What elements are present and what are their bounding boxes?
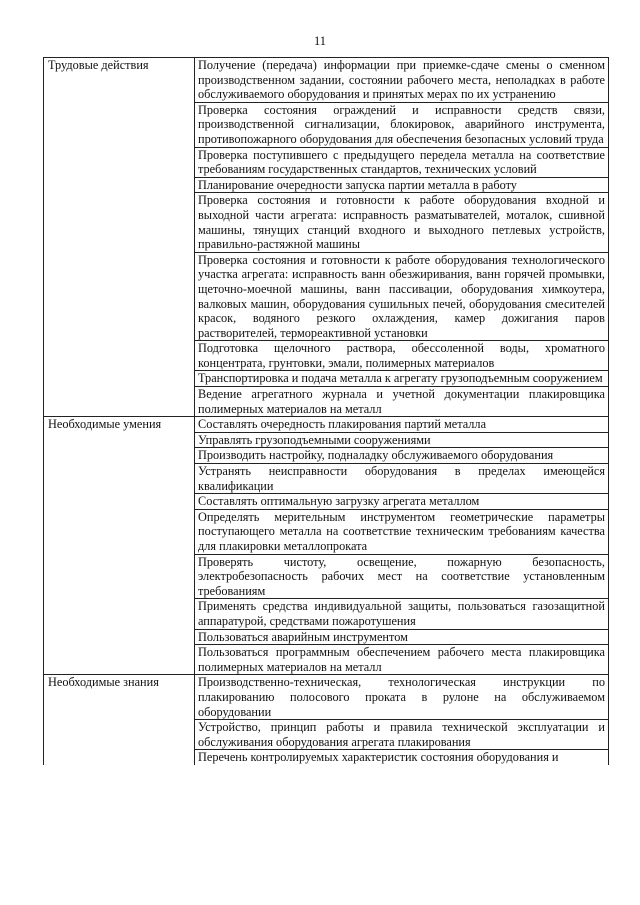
section-item: Проверять чистоту, освещение, пожарную безопасность, электробезопасность рабочих мест на соответствие установленным требованиям	[195, 554, 609, 599]
section-item: Составлять очередность плакирования партий металла	[195, 417, 609, 433]
table-row	[44, 448, 609, 464]
section-item: Пользоваться аварийным инструментом	[195, 629, 609, 645]
section-item: Перечень контролируемых характеристик состояния оборудования и	[195, 750, 609, 765]
table-row	[44, 387, 609, 417]
section-label-cell	[44, 432, 195, 448]
section-item: Определять мерительным инструментом геометрические параметры поступающего металла на соответствие техническим требованиям качества для плакировки металлопроката	[195, 509, 609, 554]
section-label-cell	[44, 102, 195, 147]
table-row	[44, 629, 609, 645]
requirements-table-body	[44, 58, 609, 765]
table-row	[44, 645, 609, 675]
section-label-cell	[44, 371, 195, 387]
section-item: Проверка состояния ограждений и исправности средств связи, производственной сигнализации, блокировок, аварийного инструмента, противопожарного оборудования для обеспечения безопасных условий труда	[195, 102, 609, 147]
section-label: Необходимые знания	[44, 675, 195, 720]
table-row	[44, 750, 609, 765]
section-item: Получение (передача) информации при приемке-сдаче смены о сменном производственном задании, состоянии рабочего места, неполадках в работе обслуживаемого оборудования и принятых мерах по их устранению	[195, 58, 609, 103]
table-row	[44, 432, 609, 448]
table-row	[44, 193, 609, 252]
section-item: Составлять оптимальную загрузку агрегата металлом	[195, 494, 609, 510]
section-label-cell	[44, 341, 195, 371]
section-label: Необходимые умения	[44, 417, 195, 433]
section-label-cell	[44, 177, 195, 193]
section-label-cell	[44, 599, 195, 629]
section-item: Планирование очередности запуска партии металла в работу	[195, 177, 609, 193]
section-label-cell	[44, 252, 195, 341]
section-item: Пользоваться программным обеспечением рабочего места плакировщика полимерных материалов на металл	[195, 645, 609, 675]
table-row	[44, 58, 609, 103]
table-row	[44, 417, 609, 433]
page-number: 11	[313, 34, 327, 48]
table-row	[44, 509, 609, 554]
section-item: Подготовка щелочного раствора, обессоленной воды, хроматного концентрата, грунтовки, эмали, полимерных материалов	[195, 341, 609, 371]
table-row	[44, 177, 609, 193]
section-label-cell	[44, 147, 195, 177]
section-item: Применять средства индивидуальной защиты, пользоваться газозащитной аппаратурой, средствами пожаротушения	[195, 599, 609, 629]
section-label-cell	[44, 464, 195, 494]
table-row	[44, 494, 609, 510]
section-label-cell	[44, 750, 195, 765]
section-item: Транспортировка и подача металла к агрегату грузоподъемным сооружением	[195, 371, 609, 387]
section-label-cell	[44, 554, 195, 599]
section-item: Производить настройку, подналадку обслуживаемого оборудования	[195, 448, 609, 464]
section-label-cell	[44, 509, 195, 554]
section-item: Проверка поступившего с предыдущего передела металла на соответствие требованиям государственных стандартов, технических условий	[195, 147, 609, 177]
table-row	[44, 102, 609, 147]
table-row	[44, 554, 609, 599]
section-item: Управлять грузоподъемными сооружениями	[195, 432, 609, 448]
table-row	[44, 464, 609, 494]
section-item: Устройство, принцип работы и правила технической эксплуатации и обслуживания оборудования агрегата плакирования	[195, 720, 609, 750]
section-item: Ведение агрегатного журнала и учетной документации плакировщика полимерных материалов на металл	[195, 387, 609, 417]
table-row	[44, 599, 609, 629]
table-row	[44, 147, 609, 177]
table-row	[44, 371, 609, 387]
section-label-cell	[44, 448, 195, 464]
table-row	[44, 252, 609, 341]
section-label: Трудовые действия	[44, 58, 195, 103]
section-item: Производственно-техническая, технологическая инструкции по плакированию полосового проката в рулоне на обслуживаемом оборудовании	[195, 675, 609, 720]
section-label-cell	[44, 645, 195, 675]
section-label-cell	[44, 629, 195, 645]
table-row	[44, 720, 609, 750]
section-label-cell	[44, 494, 195, 510]
table-row	[44, 675, 609, 720]
section-label-cell	[44, 387, 195, 417]
section-label-cell	[44, 193, 195, 252]
requirements-table	[43, 57, 609, 765]
table-row	[44, 341, 609, 371]
section-item: Устранять неисправности оборудования в пределах имеющейся квалификации	[195, 464, 609, 494]
section-item: Проверка состояния и готовности к работе оборудования входной и выходной части агрегата: исправность разматывателей, моталок, сшивной машины, тянущих станций входного и выходного петлевых устройств, правильно-растяжной машины	[195, 193, 609, 252]
section-item: Проверка состояния и готовности к работе оборудования технологического участка агрегата: исправность ванн обезжиривания, ванн горячей промывки, щеточно-моечной машины, ванн пассивации, оборудования химкоутера, валковых машин, оборудования сушильных печей, оборудования смесителей красок, водяного резкого охлаждения, камер дожигания паров растворителей, термореактивной установки	[195, 252, 609, 341]
section-label-cell	[44, 720, 195, 750]
